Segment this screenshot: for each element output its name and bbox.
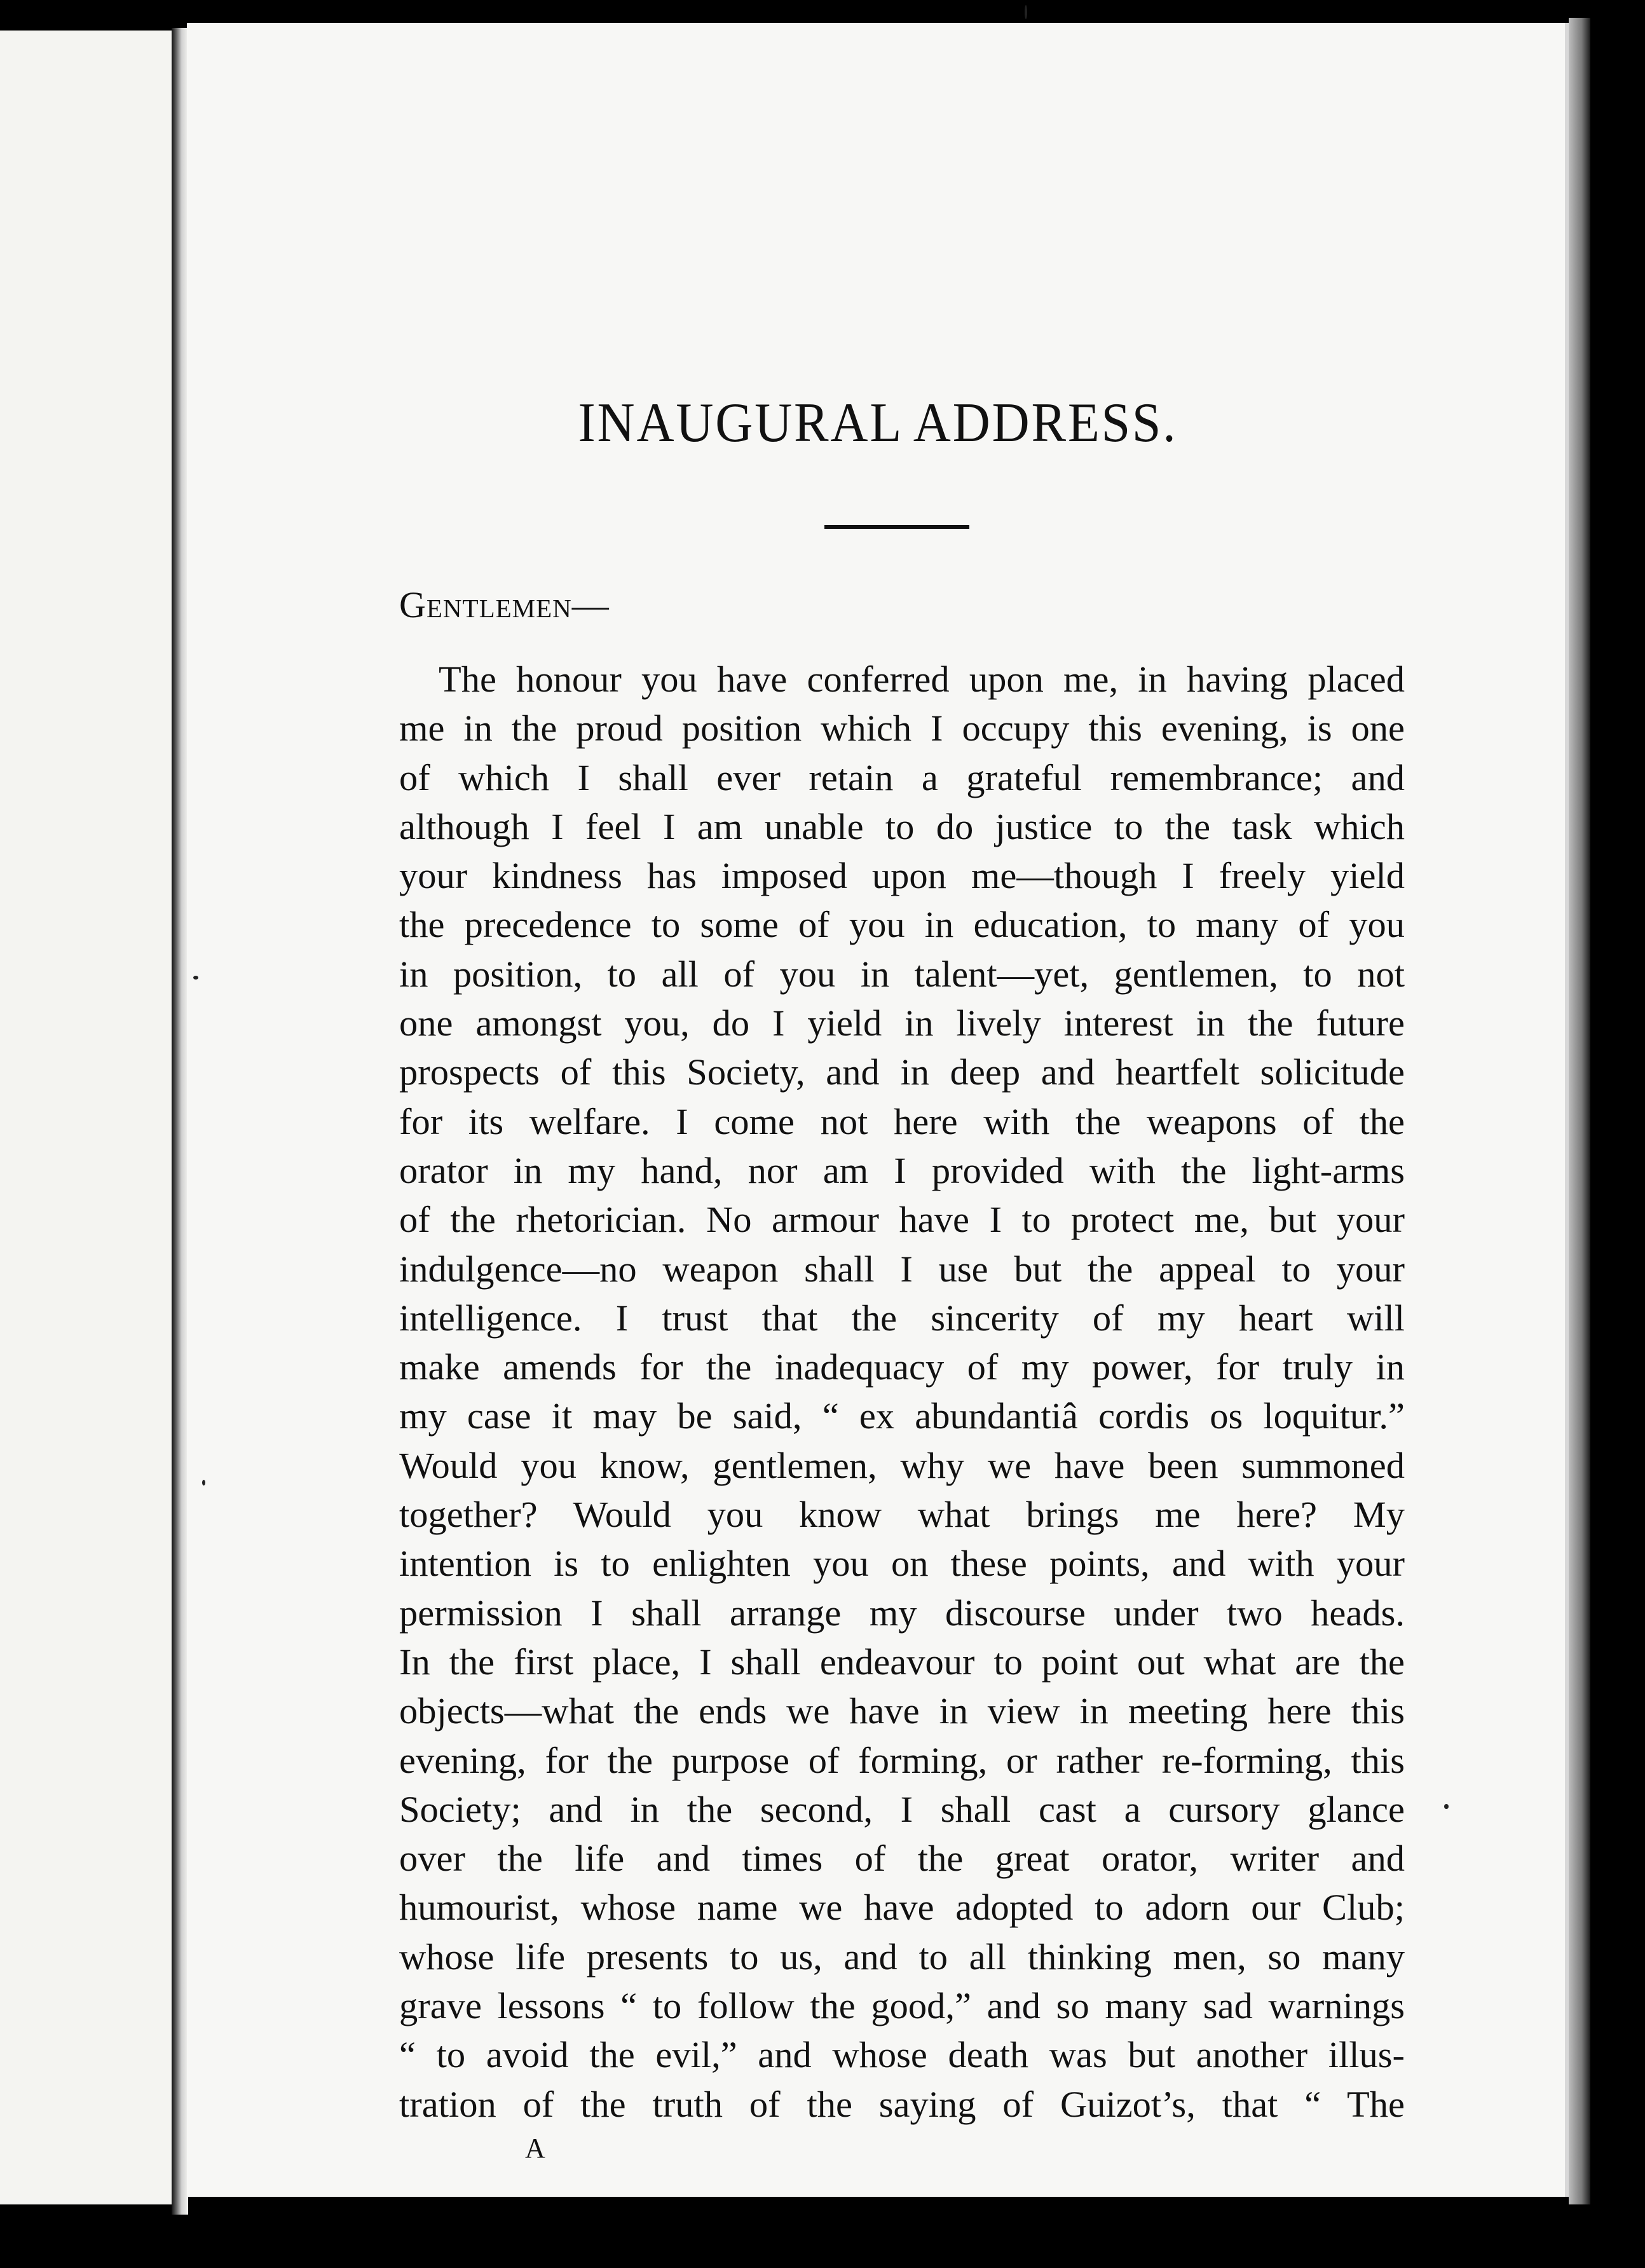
salutation: Gentlemen— (399, 584, 610, 625)
address-body (399, 655, 1405, 2129)
text-line: tration of the truth of the saying of Guizot’s, that “ The (399, 2083, 1405, 2125)
text-line: Society; and in the second, I shall cast a cursory glance (399, 1788, 1405, 1830)
text-line: one amongst you, do I yield in lively interest in the future (399, 1002, 1405, 1044)
text-line: Would you know, gentlemen, why we have been summoned (399, 1444, 1405, 1486)
text-line: indulgence—no weapon shall I use but the appeal to your (399, 1248, 1405, 1290)
text-line: intelligence. I trust that the sincerity of my heart will (399, 1297, 1405, 1339)
dust-speck (202, 1480, 205, 1486)
text-line: of which I shall ever retain a grateful remembrance; and (399, 756, 1405, 798)
page-title: INAUGURAL ADDRESS. (578, 392, 1178, 454)
text-line: together? Would you know what brings me here? My (399, 1494, 1405, 1536)
text-line: The honour you have conferred upon me, in having placed (439, 659, 1405, 700)
book-gutter (172, 28, 188, 2215)
text-line: of the rhetorician. No armour have I to protect me, but your (399, 1199, 1405, 1241)
signature-mark: A (525, 2133, 545, 2164)
text-line: grave lessons “ to follow the good,” and so many sad warnings (399, 1985, 1405, 2027)
text-line: humourist, whose name we have adopted to adorn our Club; (399, 1887, 1405, 1929)
title-rule (824, 525, 969, 529)
text-line: my case it may be said, “ ex abundantiâ cordis os loquitur.” (399, 1395, 1405, 1437)
text-line: me in the proud position which I occupy this evening, is one (399, 707, 1405, 749)
page-edge-shadow (1569, 18, 1590, 2204)
text-line: In the first place, I shall endeavour to point out what are the (399, 1641, 1405, 1683)
text-line: intention is to enlighten you on these points, and with your (399, 1543, 1405, 1585)
text-line: although I feel I am unable to do justice to the task which (399, 805, 1405, 847)
dust-speck (1444, 1804, 1449, 1809)
text-line: your kindness has imposed upon me—though I freely yield (399, 855, 1405, 897)
text-line: orator in my hand, nor am I provided with the light-arms (399, 1149, 1405, 1191)
text-line: for its welfare. I come not here with the weapons of the (399, 1100, 1405, 1142)
dust-speck (193, 976, 198, 980)
text-line: whose life presents to us, and to all thinking men, so many (399, 1936, 1405, 1978)
text-line: objects—what the ends we have in view in meeting here this (399, 1690, 1405, 1732)
dust-speck (1025, 5, 1027, 19)
text-line: the precedence to some of you in education, to many of you (399, 904, 1405, 946)
text-line: prospects of this Society, and in deep and heartfelt solicitude (399, 1051, 1405, 1093)
text-line: “ to avoid the evil,” and whose death was but another illus- (399, 2034, 1405, 2076)
text-line: make amends for the inadequacy of my power, for truly in (399, 1346, 1405, 1388)
text-line: evening, for the purpose of forming, or rather re-forming, this (399, 1739, 1405, 1781)
text-line: permission I shall arrange my discourse under two heads. (399, 1592, 1405, 1634)
facing-page-margin (0, 31, 177, 2204)
text-line: over the life and times of the great orator, writer and (399, 1838, 1405, 1880)
text-line: in position, to all of you in talent—yet, gentlemen, to not (399, 953, 1405, 995)
